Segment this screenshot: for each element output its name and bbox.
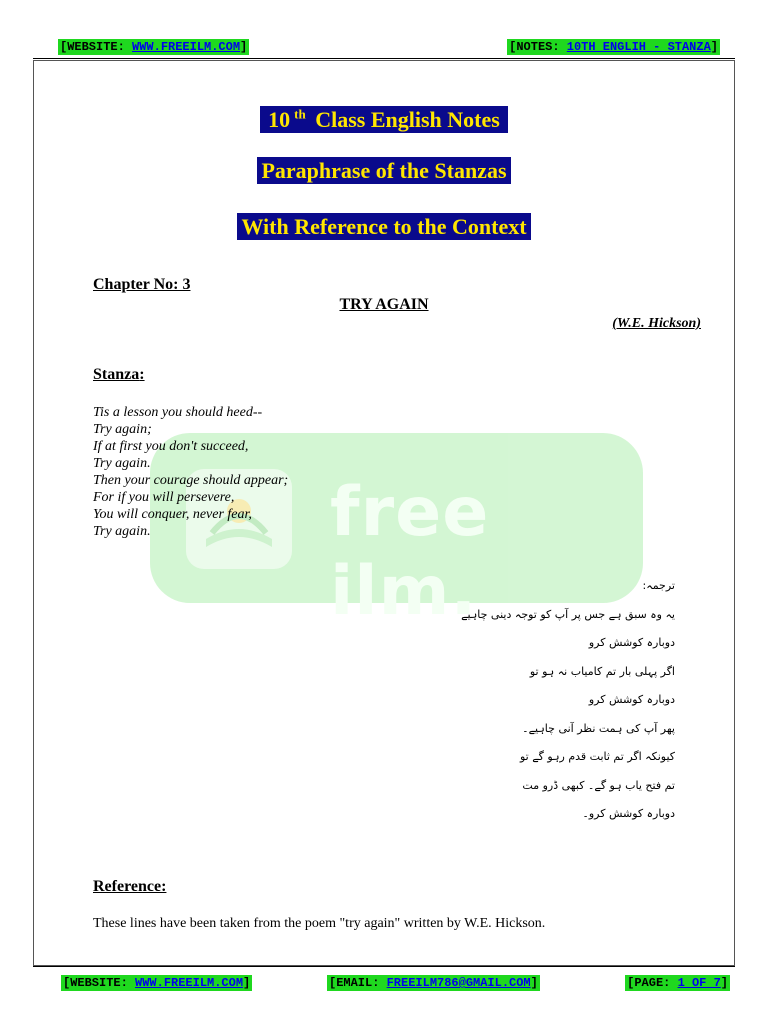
title-banner-1 [0,101,768,134]
header-rule [33,58,735,59]
urdu-translation [461,572,675,829]
stanza-line: For if you will persevere, [93,490,235,505]
footer-email-suffix: ] [530,976,538,990]
stanza-line: Try again; [93,422,152,437]
header-notes-link[interactable]: 10TH ENGLIH - STANZA [566,40,711,54]
header-notes-suffix: ] [710,40,718,54]
banner-paraphrase: Paraphrase of the Stanzas [257,157,510,184]
footer-page-link[interactable]: 1 OF 7 [677,976,721,990]
watermark-text: free ilm. [330,473,490,631]
header-notes-prefix: [NOTES: [509,40,567,54]
footer-website-tag [61,975,252,991]
title-banner-3 [0,213,768,241]
header-notes-tag [507,39,720,55]
urdu-line: دوبارہ کوشش کرو۔ [582,807,675,820]
poem-author: (W.E. Hickson) [612,316,701,331]
footer-email-prefix: [EMAIL: [329,976,387,990]
urdu-line: کیونکہ اگر تم ثابت قدم رہو گے تو [519,750,675,763]
urdu-line: دوبارہ کوشش کرو [588,636,675,649]
poem-title-text: TRY AGAIN [339,296,429,313]
footer-website-prefix: [WEBSITE: [63,976,136,990]
banner-class-notes [260,106,508,133]
header-website-tag [58,39,249,55]
title-banner-2 [0,157,768,185]
stanza-text [93,404,288,540]
stanza-line: You will conquer, never fear, [93,507,252,522]
stanza-colon: : [139,366,145,383]
urdu-line: تم فتح یاب ہو گے۔ کبھی ڈرو مت [522,778,675,792]
urdu-line: اگر پہلی بار تم کامیاب نہ ہو تو [529,664,675,678]
urdu-line: یہ وہ سبق ہے جس پر آپ کو توجہ دینی چاہیے [461,607,675,621]
header-website-prefix: [WEBSITE: [60,40,133,54]
banner-rest: Class English Notes [306,106,504,133]
urdu-line: پھر آپ کی ہمت نظر آنی چاہیے۔ [522,721,675,735]
urdu-line: ترجمہ: [642,579,675,592]
footer-rule [33,966,735,967]
header-website-link[interactable]: WWW.FREEILM.COM [132,40,241,54]
footer-email-tag [327,975,540,991]
stanza-line: Try again. [93,524,151,539]
stanza-heading [93,366,145,384]
poem-title [0,296,768,314]
footer-website-link[interactable]: WWW.FREEILM.COM [135,976,244,990]
banner-number: 10 [264,106,294,133]
footer-email-link[interactable]: FREEILM786@GMAIL.COM [386,976,531,990]
footer-page-tag [625,975,730,991]
footer-page-prefix: [PAGE: [627,976,678,990]
reference-text: These lines have been taken from the poem "try again" written by W.E. Hickson. [93,916,546,931]
banner-reference: With Reference to the Context [237,213,530,240]
stanza-label: Stanza [93,366,140,383]
footer-website-suffix: ] [243,976,251,990]
stanza-line: If at first you don't succeed, [93,439,249,454]
footer-page-suffix: ] [720,976,728,990]
header-website-suffix: ] [240,40,248,54]
chapter-number: Chapter No: 3 [93,276,191,293]
stanza-line: Tis a lesson you should heed-- [93,405,263,420]
stanza-line: Then your courage should appear; [93,473,289,488]
stanza-line: Try again. [93,456,151,471]
banner-superscript: th [294,107,306,122]
reference-heading: Reference: [93,878,167,895]
urdu-line: دوبارہ کوشش کرو [588,693,675,706]
